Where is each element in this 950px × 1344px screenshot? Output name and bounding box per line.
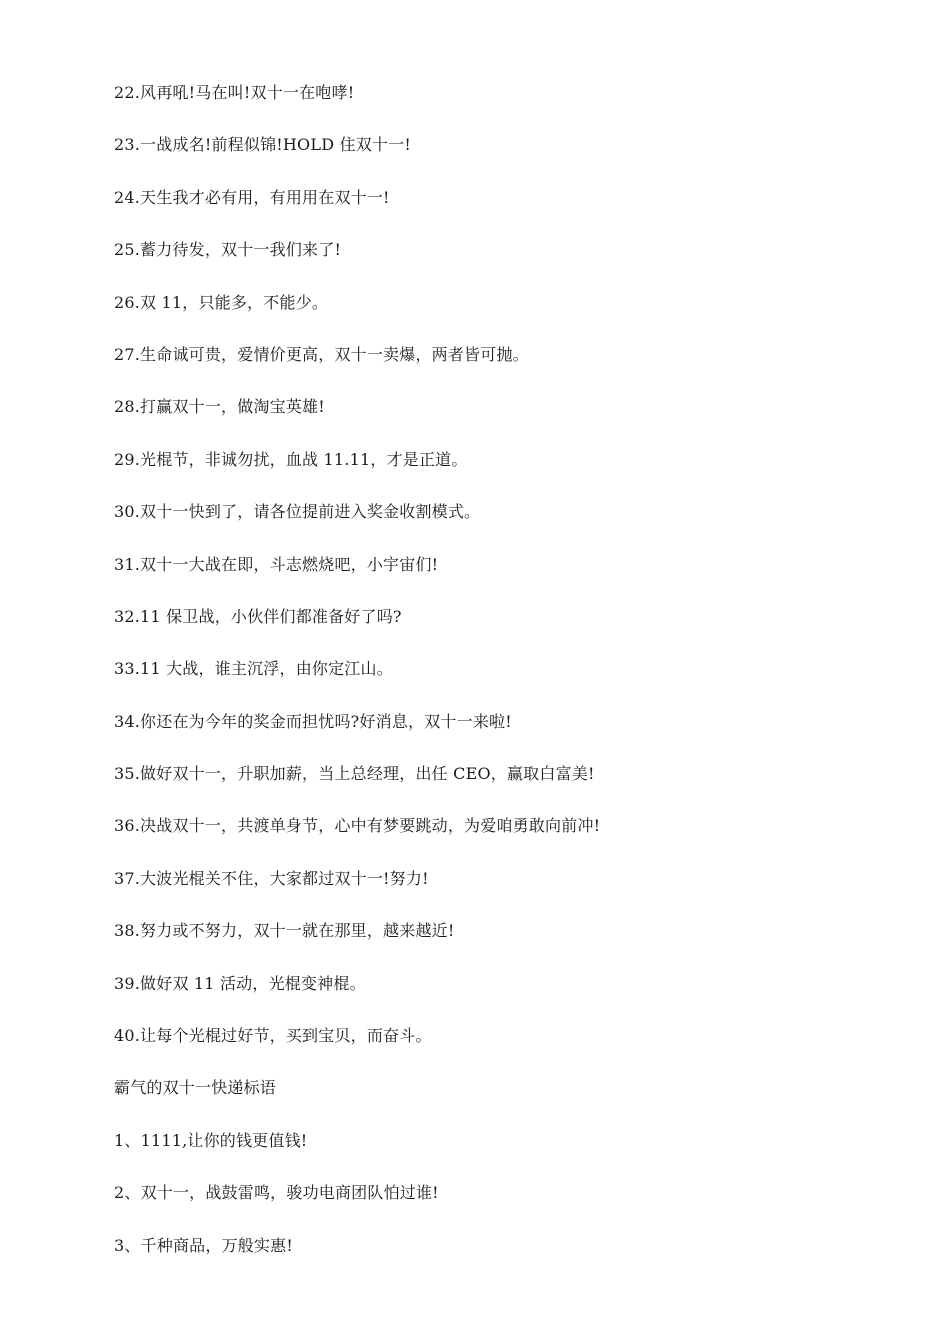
list-item: 34.你还在为今年的奖金而担忧吗?好消息，双十一来啦!	[114, 711, 512, 731]
list-item: 38.努力或不努力，双十一就在那里，越来越近!	[114, 921, 455, 941]
section-heading: 霸气的双十一快递标语	[114, 1078, 277, 1098]
list-item: 27.生命诚可贵，爱情价更高，双十一卖爆，两者皆可抛。	[114, 344, 529, 364]
list-item: 36.决战双十一，共渡单身节，心中有梦要跳动，为爱咱勇敢向前冲!	[114, 816, 601, 836]
list-item: 35.做好双十一，升职加薪，当上总经理，出任 CEO，赢取白富美!	[114, 764, 595, 784]
list-item: 3、千种商品，万般实惠!	[114, 1235, 294, 1255]
list-item: 39.做好双 11 活动，光棍变神棍。	[114, 973, 366, 993]
list-item: 30.双十一快到了，请各位提前进入奖金收割模式。	[114, 502, 481, 522]
list-item: 1、1111,让你的钱更值钱!	[114, 1130, 308, 1150]
list-item: 23.一战成名!前程似锦!HOLD 住双十一!	[114, 135, 411, 155]
list-item: 37.大波光棍关不住，大家都过双十一!努力!	[114, 868, 429, 888]
slogan-list	[114, 80, 914, 1285]
list-item: 33.11 大战，谁主沉浮，由你定江山。	[114, 659, 393, 679]
list-item: 31.双十一大战在即，斗志燃烧吧，小宇宙们!	[114, 554, 439, 574]
list-item: 25.蓄力待发，双十一我们来了!	[114, 240, 342, 260]
list-item: 29.光棍节，非诚勿扰，血战 11.11，才是正道。	[114, 449, 468, 469]
list-item: 40.让每个光棍过好节，买到宝贝，而奋斗。	[114, 1026, 432, 1046]
list-item: 2、双十一，战鼓雷鸣，骏功电商团队怕过谁!	[114, 1183, 439, 1203]
list-item: 26.双 11，只能多，不能少。	[114, 292, 329, 312]
list-item: 24.天生我才必有用，有用用在双十一!	[114, 187, 390, 207]
list-item: 28.打赢双十一，做淘宝英雄!	[114, 397, 325, 417]
list-item: 32.11 保卫战，小伙伴们都准备好了吗?	[114, 606, 402, 626]
list-item: 22.风再吼!马在叫!双十一在咆哮!	[114, 83, 355, 102]
